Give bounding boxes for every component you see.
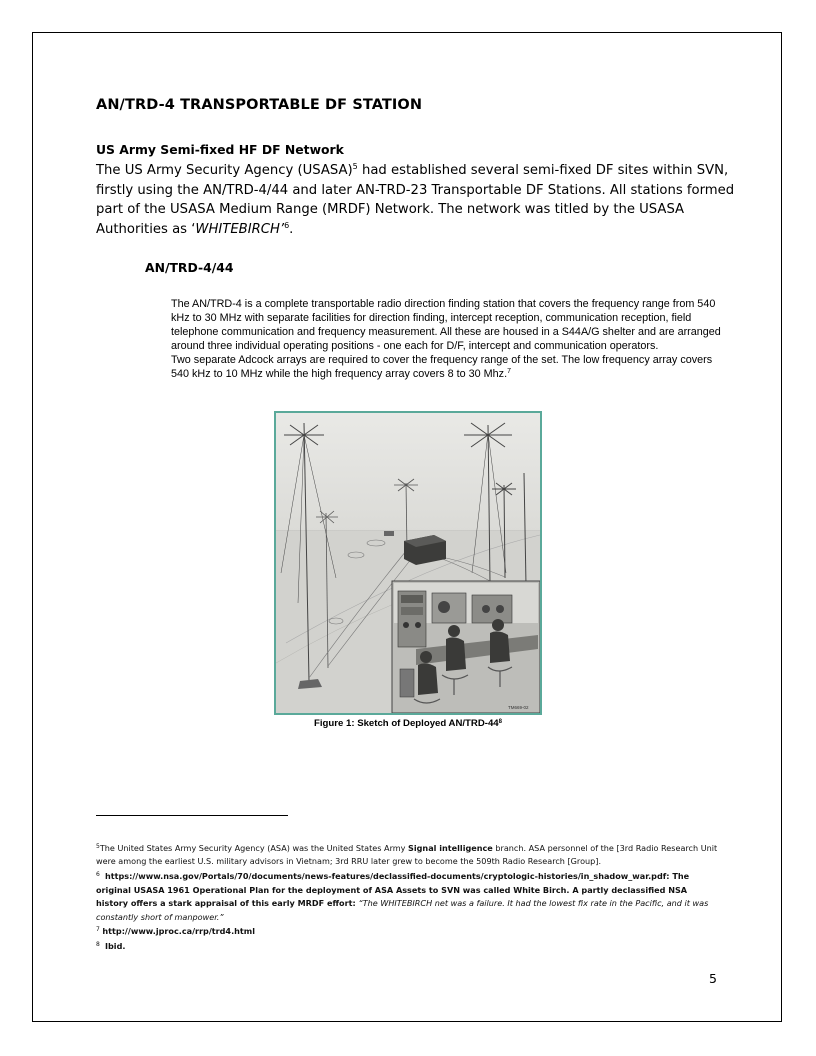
page-number: 5: [709, 971, 717, 986]
footnote-5-text-cont: branch. ASA personnel of the [3rd Radio Research Unit were among the earliest U.S. military advisors in Vietnam; 3rd RRU later grew to become the 509th Radio Research [Group].: [96, 843, 718, 867]
footnote-7-url[interactable]: http://www.jproc.ca/rrp/trd4.html: [102, 926, 255, 937]
figure-sketch: [274, 411, 542, 715]
footnote-6: [96, 870, 721, 924]
footnote-separator: [96, 815, 288, 816]
equipment-heading: AN/TRD-4/44: [145, 260, 234, 275]
footnote-5-number: 5: [96, 843, 100, 850]
quote-paragraph-2-text: Two separate Adcock arrays are required to cover the frequency range of the set. The low frequency array covers 540 kHz to 10 MHz while the high frequency array covers 8 to 30 Mhz.: [171, 354, 713, 381]
footnote-ref-8[interactable]: 8: [498, 719, 502, 725]
footnote-7: [96, 925, 721, 938]
footnote-ref-5[interactable]: 5: [352, 162, 358, 171]
figure-caption: [274, 718, 542, 729]
footnote-6-number: 6: [96, 871, 100, 879]
footnotes: [96, 842, 721, 955]
quoted-description: [171, 297, 727, 382]
intro-codename: WHITEBIRCH’: [195, 221, 285, 237]
page-heading: AN/TRD-4 TRANSPORTABLE DF STATION: [96, 97, 423, 113]
footnote-ref-7[interactable]: 7: [507, 368, 511, 376]
footnote-6-text: : The original USASA 1961 Operational Plan for the deployment of ASA Assets to SVN was called White Birch. A partly declassified NSA history offers a stark appraisal of this early MRDF effort:: [96, 871, 690, 909]
footnote-5-text: The United States Army Security Agency (ASA) was the United States Army: [99, 843, 409, 853]
intro-text-3: .: [289, 221, 294, 237]
footnote-6-quote: “The WHITEBIRCH net was a failure. It had the lowest fix rate in the Pacific, and it was constantly short of manpower.”: [96, 898, 709, 922]
footnote-8-text: Ibid.: [104, 941, 126, 952]
footnote-8: [96, 940, 721, 953]
intro-text-1: The US Army Security Agency (USASA): [96, 163, 353, 178]
figure-corner-label: TM669-02: [508, 705, 529, 710]
footnote-5-link[interactable]: Signal intelligence: [408, 843, 493, 853]
intro-text-2: had established several semi-fixed DF sites within SVN, firstly using the AN/TRD-4/44 and later AN-TRD-23 Transportable DF Stations. All stations formed part of the USASA Medium Range (MRDF) Network. The network was titled by the USASA Authorities as ‘: [96, 163, 735, 237]
footnote-7-number: 7: [96, 926, 100, 934]
footnote-8-number: 8: [96, 941, 100, 949]
intro-paragraph: [96, 161, 736, 239]
footnote-ref-6[interactable]: 6: [284, 220, 290, 230]
section-subheading: US Army Semi-fixed HF DF Network: [96, 142, 344, 157]
quote-paragraph-2: [171, 353, 727, 381]
footnote-6-url[interactable]: https://www.nsa.gov/Portals/70/documents/news-features/declassified-documents/cryptologic-histories/in_shadow_war.pdf: [104, 871, 667, 882]
antenna-station-illustration: [276, 413, 540, 713]
footnote-5: [96, 842, 721, 869]
operator-room-inset: [392, 581, 540, 713]
quote-paragraph-1: The AN/TRD-4 is a complete transportable radio direction finding station that covers the frequency range from 540 kHz to 30 MHz with separate facilities for direction finding, intercept reception, communication reception, field telephone communication and frequency measurement. All these are housed in a S44A/G shelter and are arranged around three individual operating positions - one each for D/F, intercept and communication operators.: [171, 298, 721, 353]
figure-caption-text: Figure 1: Sketch of Deployed AN/TRD-44: [314, 718, 499, 729]
